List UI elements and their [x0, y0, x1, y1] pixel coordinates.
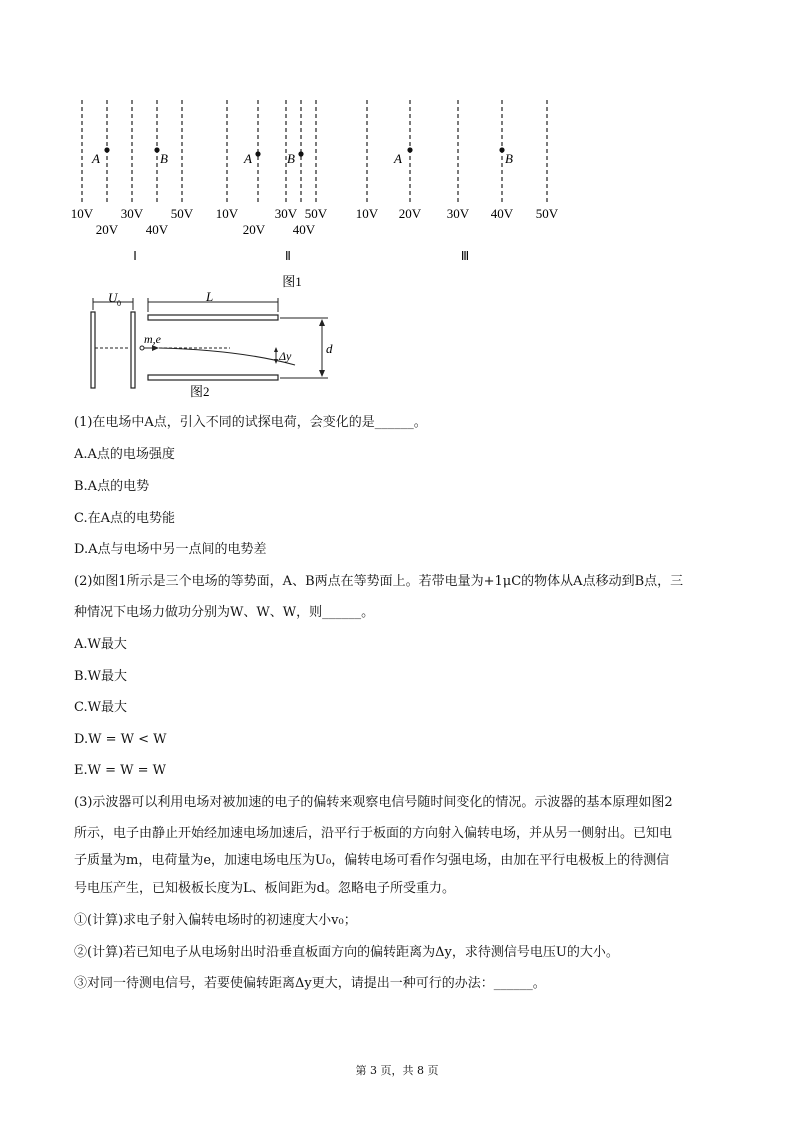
point-a-2 [255, 151, 260, 156]
potential-label: 10V [70, 206, 94, 221]
label-a-2: A [244, 151, 252, 166]
figure-2 [80, 288, 350, 402]
potential-label: 30V [120, 206, 144, 221]
potential-label: 50V [304, 206, 328, 221]
page-footer: 第 3 页，共 8 页 [355, 1064, 439, 1077]
q2-option-b: B.W最大 [74, 669, 128, 684]
potential-label: 30V [446, 206, 470, 221]
point-a-3 [407, 147, 412, 152]
q2-option-c: C.W最大 [74, 700, 127, 715]
q1-option-c: C.在A点的电势能 [74, 511, 176, 526]
label-b-1: B [160, 151, 168, 166]
label-b-3: B [505, 151, 513, 166]
q2-stem: (2)如图1所示是三个电场的等势面，A、B两点在等势面上。若带电量为+1μC的物体从A点移动到B点，三 [74, 574, 684, 589]
potential-label: 10V [355, 206, 379, 221]
q3-line: (3)示波器可以利用电场对被加速的电子的偏转来观察电信号随时间变化的情况。示波器的基本原理如图2 [74, 795, 673, 810]
q2-option-e: E.W = W = W [74, 763, 167, 778]
figure-2-caption: 图2 [190, 384, 210, 399]
figure-1-caption: 图1 [282, 274, 302, 289]
q3-sub-3: ③对同一待测电信号，若要使偏转距离Δy更大，请提出一种可行的办法：______。 [74, 976, 546, 991]
potential-label: 20V [95, 222, 119, 237]
point-b-1 [154, 147, 159, 152]
label-a-3: A [394, 151, 402, 166]
potential-label: 50V [170, 206, 194, 221]
u0-subscript: 0 [117, 299, 121, 308]
q3-sub-2: ②(计算)若已知电子从电场射出时沿垂直板面方向的偏转距离为Δy，求待测信号电压U的大小。 [74, 945, 619, 960]
point-a-1 [104, 147, 109, 152]
label-a-1: A [92, 151, 100, 166]
panel-label-3: Ⅲ [460, 249, 470, 263]
potential-label: 20V [398, 206, 422, 221]
potential-label: 40V [292, 222, 316, 237]
potential-label: 50V [535, 206, 559, 221]
q2-stem-continued: 种情况下电场力做功分别为W、W、W，则______。 [74, 605, 375, 620]
potential-label: 40V [145, 222, 169, 237]
potential-label: 40V [490, 206, 514, 221]
q3-line: 子质量为m，电荷量为e，加速电场电压为U₀，偏转电场可看作匀强电场，由加在平行电极板上的待测信 [74, 853, 670, 868]
q2-option-a: A.W最大 [74, 637, 127, 652]
point-b-2 [298, 151, 303, 156]
q1-stem: (1)在电场中A点，引入不同的试探电荷，会变化的是______。 [74, 415, 427, 430]
potential-label: 20V [242, 222, 266, 237]
u0-label: U [108, 290, 118, 305]
q2-option-d: D.W = W < W [74, 732, 167, 747]
q1-option-d: D.A点与电场中另一点间的电势差 [74, 542, 267, 557]
panel-label-2: Ⅱ [285, 249, 291, 263]
q3-line: 所示，电子由静止开始经加速电场加速后，沿平行于板面的方向射入偏转电场，并从另一侧射出。已知电 [74, 826, 673, 841]
particle-label: m,e [144, 332, 161, 346]
length-label: L [206, 289, 214, 304]
q1-option-b: B.A点的电势 [74, 479, 150, 494]
q3-sub-1: ①(计算)求电子射入偏转电场时的初速度大小v₀； [74, 913, 357, 928]
potential-label: 30V [274, 206, 298, 221]
q3-line: 号电压产生，已知极板长度为L、板间距为d。忽略电子所受重力。 [74, 881, 455, 896]
label-b-2: B [287, 151, 295, 166]
figure-1 [60, 92, 580, 292]
panel-label-1: Ⅰ [133, 249, 137, 263]
q1-option-a: A.A点的电场强度 [74, 447, 175, 462]
gap-label: d [326, 341, 333, 356]
potential-label: 10V [215, 206, 239, 221]
deflection-label: Δy [279, 349, 292, 363]
point-b-3 [499, 147, 504, 152]
